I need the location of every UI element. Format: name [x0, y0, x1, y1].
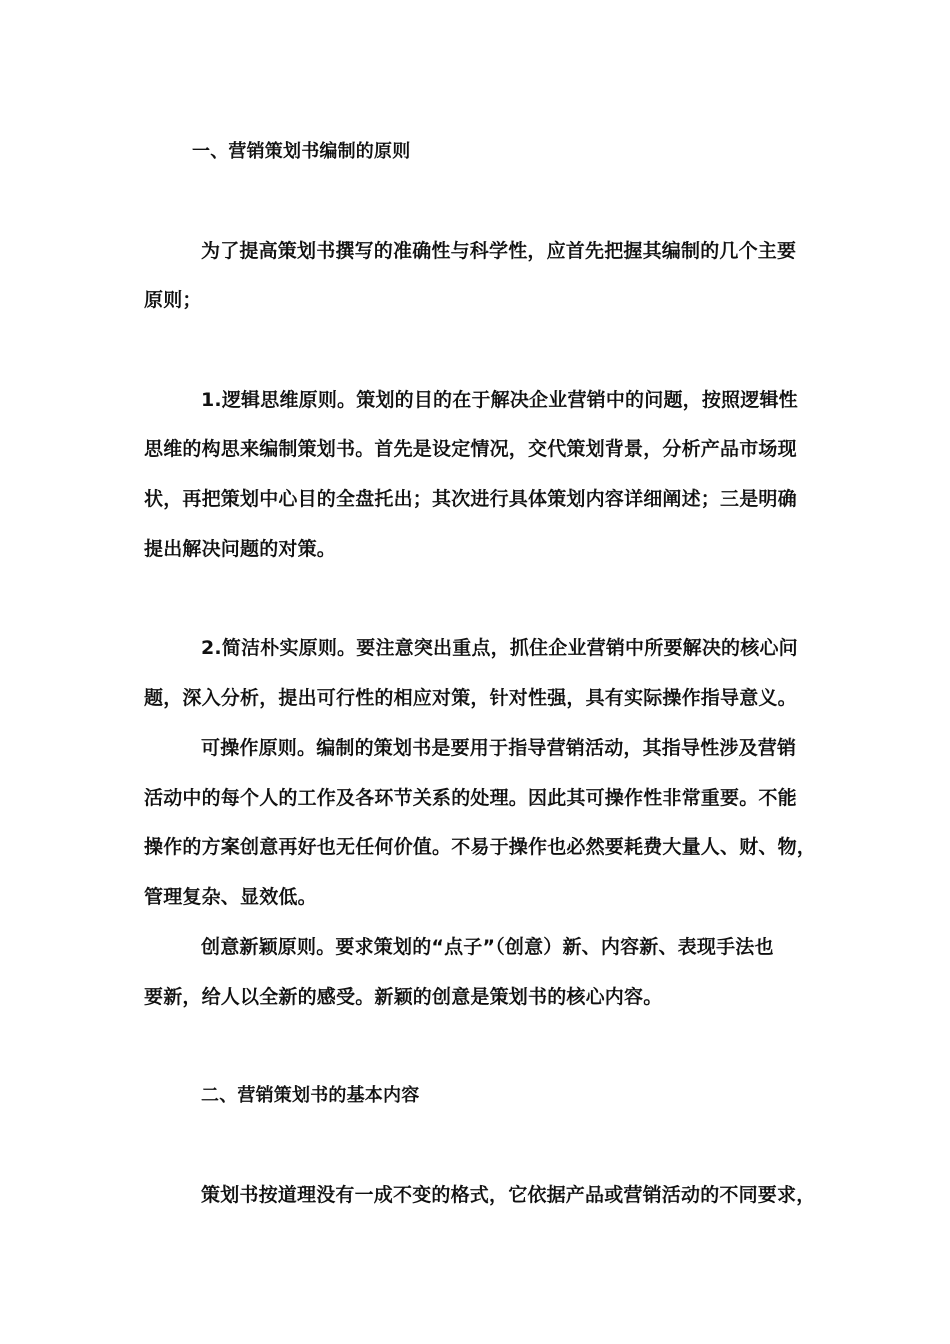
- paragraph-line: 操作的方案创意再好也无任何价值。不易于操作也必然要耗费大量人、财、物，: [144, 836, 817, 858]
- paragraph-line: 状，再把策划中心目的全盘托出；其次进行具体策划内容详细阐述；三是明确: [144, 488, 797, 510]
- paragraph-line: 创意新颖原则。要求策划的“点子”（创意）新、内容新、表现手法也: [201, 936, 774, 958]
- section-heading-2: 二、营销策划书的基本内容: [201, 1085, 420, 1106]
- paragraph-line: 题，深入分析，提出可行性的相应对策，针对性强，具有实际操作指导意义。: [144, 687, 797, 709]
- paragraph-line: 活动中的每个人的工作及各环节关系的处理。因此其可操作性非常重要。不能: [144, 787, 797, 809]
- paragraph-line: 管理复杂、显效低。: [144, 886, 317, 908]
- paragraph-line: 策划书按道理没有一成不变的格式，它依据产品或营销活动的不同要求，: [201, 1184, 816, 1206]
- paragraph-line: 要新，给人以全新的感受。新颖的创意是策划书的核心内容。: [144, 986, 663, 1008]
- paragraph-line: 2.简洁朴实原则。要注意突出重点，抓住企业营销中所要解决的核心问: [201, 637, 798, 659]
- section-heading-1: 一、营销策划书编制的原则: [192, 141, 411, 162]
- paragraph-line: 1.逻辑思维原则。策划的目的在于解决企业营销中的问题，按照逻辑性: [201, 389, 798, 411]
- paragraph-line: 提出解决问题的对策。: [144, 538, 337, 560]
- paragraph-line: 可操作原则。编制的策划书是要用于指导营销活动，其指导性涉及营销: [201, 737, 797, 759]
- paragraph-line: 思维的构思来编制策划书。首先是设定情况，交代策划背景，分析产品市场现: [144, 438, 797, 460]
- paragraph-line: 原则；: [144, 289, 202, 311]
- paragraph-line: 为了提高策划书撰写的准确性与科学性，应首先把握其编制的几个主要: [201, 240, 797, 262]
